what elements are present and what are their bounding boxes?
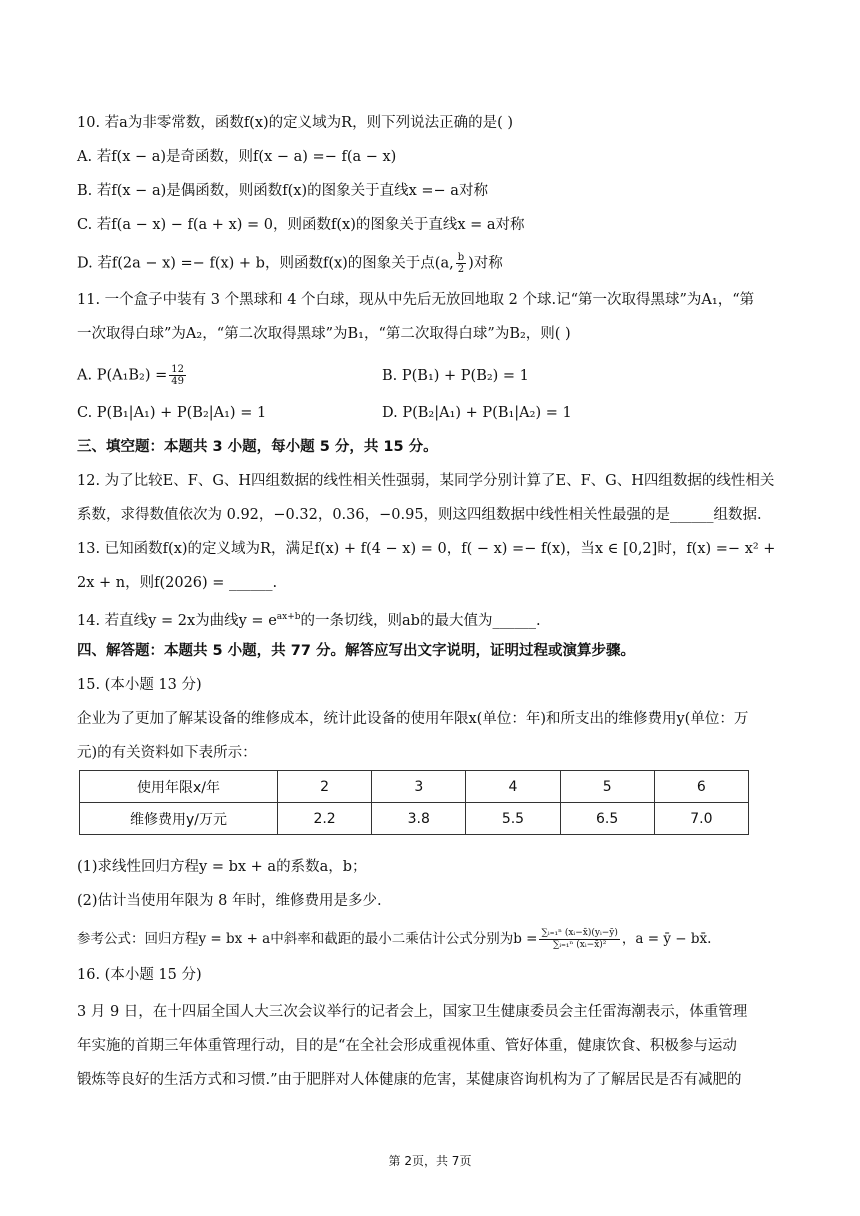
q15-line1: 企业为了更加了解某设备的维修成本，统计此设备的使用年限x(单位：年)和所支出的维修费用y(单位：万 [77,711,749,727]
q16-line3: 锻炼等良好的生活方式和习惯.”由于肥胖对人体健康的危害，某健康咨询机构为了了解居民是否有减肥的 [77,1072,742,1088]
q13-line2: 2x + n，则f(2026) = ______. [77,575,278,591]
section-3-heading: 三、填空题：本题共 3 小题，每小题 5 分，共 15 分。 [77,439,438,455]
table-cell: 3 [372,771,466,803]
q12-line2: 系数，求得数值依次为 0.92，−0.32，0.36，−0.95，则这四组数据中线性相关性最强的是______组数据. [77,507,762,523]
q10-option-d [77,252,503,275]
table-cell: 4 [466,771,560,803]
fraction-numerator: ∑ᵢ₌₁ⁿ (xᵢ−x̄)(yᵢ−ȳ) [541,928,618,938]
table-cell: 5 [560,771,654,803]
fraction-denominator: 2 [457,264,465,275]
table-header-cell: 使用年限x/年 [80,771,278,803]
q16-line1: 3 月 9 日，在十四届全国人大三次会议举行的记者会上，国家卫生健康委员会主任雷海潮表示，体重管理 [77,1004,748,1020]
q11-option-b: B. P(B₁) + P(B₂) = 1 [382,368,529,384]
q10-option-d-post: )对称 [468,255,503,272]
fraction-b-over-2 [456,252,466,275]
q10-option-c: C. 若f(a − x) − f(a + x) = 0，则函数f(x)的图象关于直线x = a对称 [77,217,525,233]
table-header-cell: 维修费用y/万元 [80,803,278,835]
q16-title: 16. (本小题 15 分) [77,967,202,983]
q11-option-a-pre: A. P(A₁B₂) = [77,367,168,384]
q13-line1: 13. 已知函数f(x)的定义域为R，满足f(x) + f(4 − x) = 0，f( − x) =− f(x)，当x ∈ [0,2]时，f(x) =− x² + [77,541,776,557]
q10-stem: 10. 若a为非零常数，函数f(x)的定义域为R，则下列说法正确的是( ) [77,115,514,131]
q14 [77,607,541,631]
fraction-numerator: 12 [171,364,185,375]
table-cell: 7.0 [654,803,748,835]
q11-line2: 一次取得白球”为A₂，“第二次取得黑球”为B₁，“第二次取得白球”为B₂，则( ) [77,326,571,342]
q11-line1: 11. 一个盒子中装有 3 个黑球和 4 个白球，现从中先后无放回地取 2 个球.记“第一次取得黑球”为A₁，“第 [77,292,755,308]
q15-reference-formula [77,928,711,951]
q10-option-d-pre: D. 若f(2a − x) =− f(x) + b，则函数f(x)的图象关于点(a, [77,255,454,272]
q12-line1: 12. 为了比较E、F、G、H四组数据的线性相关性强弱，某同学分别计算了E、F、G、H四组数据的线性相关 [77,473,775,489]
q10-option-b: B. 若f(x − a)是偶函数，则函数f(x)的图象关于直线x =− a对称 [77,183,488,199]
ref-formula-post: ，a = ȳ − bx̄. [621,931,712,947]
q15-part1: (1)求线性回归方程y = bx + a的系数a，b； [77,859,367,875]
q15-title: 15. (本小题 13 分) [77,677,202,693]
ref-formula-pre: 参考公式：回归方程y = bx + a中斜率和截距的最小二乘估计公式分别为b = [77,931,538,947]
table-cell: 6.5 [560,803,654,835]
table-cell: 2 [278,771,372,803]
q14-post: 的一条切线，则ab的最大值为______. [300,612,541,629]
fraction-12-over-49 [169,364,186,387]
fraction-denominator: ∑ᵢ₌₁ⁿ (xᵢ−x̄)² [552,940,607,950]
fraction-numerator: b [457,252,465,263]
table-row [80,803,749,835]
q14-pre: 14. 若直线y = 2x为曲线y = e [77,612,277,629]
table-cell: 5.5 [466,803,560,835]
q15-line2: 元)的有关资料如下表所示： [77,745,257,761]
section-4-heading: 四、解答题：本题共 5 小题，共 77 分。解答应写出文字说明，证明过程或演算步骤。 [77,643,635,659]
ref-formula-fraction [539,928,619,951]
q10-option-a: A. 若f(x − a)是奇函数，则f(x − a) =− f(a − x) [77,149,397,165]
maintenance-data-table [79,770,749,835]
q14-exponent: ax+b [276,612,301,622]
table-cell: 2.2 [278,803,372,835]
table-cell: 3.8 [372,803,466,835]
table-cell: 6 [654,771,748,803]
q16-line2: 年实施的首期三年体重管理行动，目的是“在全社会形成重视体重、管好体重，健康饮食、积极参与运动 [77,1038,737,1054]
q11-option-d: D. P(B₂|A₁) + P(B₁|A₂) = 1 [382,405,572,421]
q15-part2: (2)估计当使用年限为 8 年时，维修费用是多少. [77,893,382,909]
q11-option-a [77,364,188,387]
page-footer: 第 2页，共 7页 [388,1154,472,1168]
table-row [80,771,749,803]
fraction-denominator: 49 [171,376,185,387]
q11-option-c: C. P(B₁|A₁) + P(B₂|A₁) = 1 [77,405,267,421]
